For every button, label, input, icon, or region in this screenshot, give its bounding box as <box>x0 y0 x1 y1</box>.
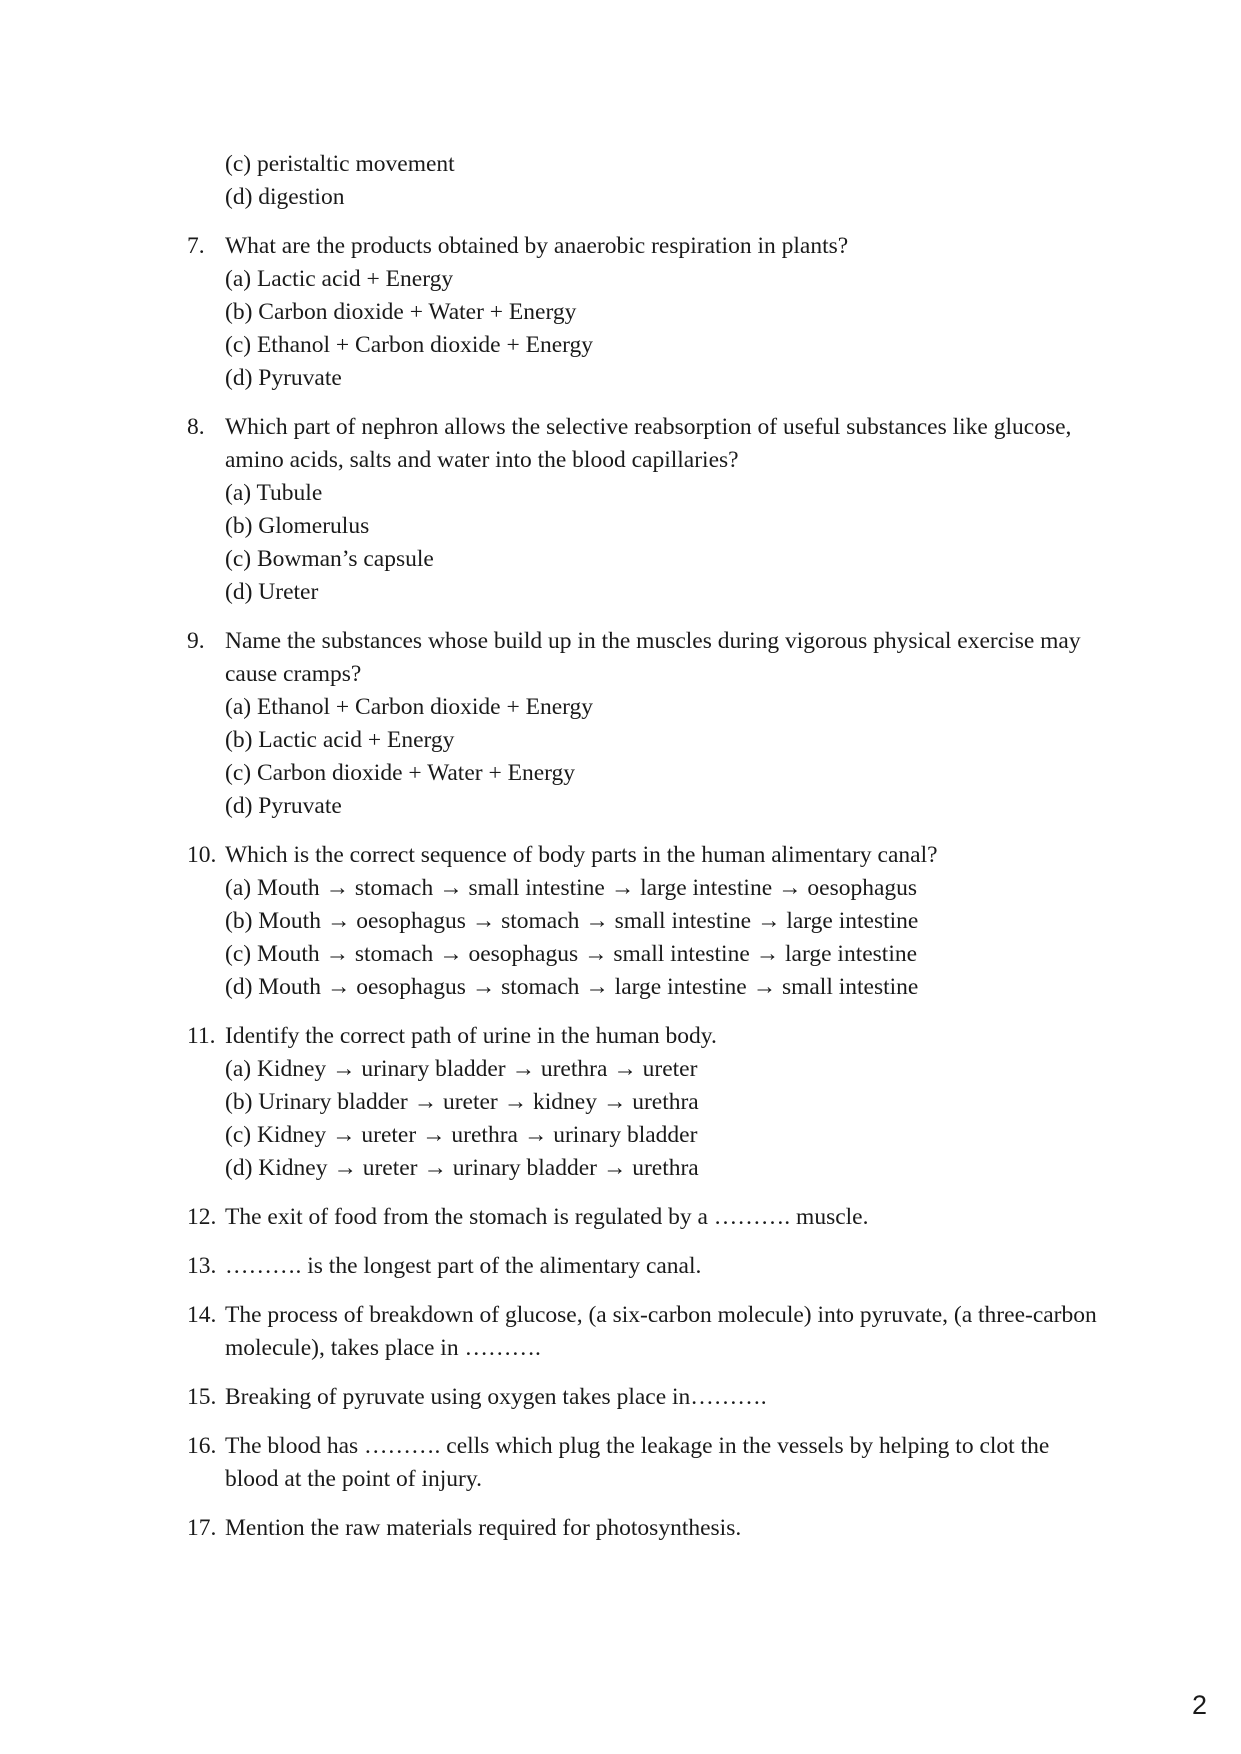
question-16 <box>187 1430 1107 1496</box>
question-12 <box>187 1201 1107 1234</box>
question-17 <box>187 1512 1107 1545</box>
question-number: 11. <box>187 1023 216 1049</box>
option: (d) Mouth → oesophagus → stomach → large intestine → small intestine <box>225 974 919 1000</box>
question-text: The blood has ………. cells which plug the leakage in the vessels by helping to clot the blood at the point of injury. <box>225 1433 1050 1492</box>
question-number: 7. <box>187 233 205 259</box>
option: (c) Mouth → stomach → oesophagus → small intestine → large intestine <box>225 941 918 967</box>
question-15 <box>187 1381 1107 1414</box>
question-number: 9. <box>187 628 205 654</box>
question-9 <box>187 625 1107 823</box>
question-11 <box>187 1020 1107 1185</box>
option: (c) Carbon dioxide + Water + Energy <box>225 760 576 786</box>
question-text: Which is the correct sequence of body parts in the human alimentary canal? <box>225 842 938 868</box>
question-8 <box>187 411 1107 609</box>
question-number: 15. <box>187 1384 217 1410</box>
options-list <box>187 477 1107 609</box>
options-list <box>187 872 1107 1004</box>
option: (b) Lactic acid + Energy <box>225 727 455 753</box>
option: (b) Glomerulus <box>225 513 370 539</box>
options-list <box>187 1053 1107 1185</box>
question-10 <box>187 839 1107 1004</box>
option: (a) Kidney → urinary bladder → urethra → ureter <box>225 1056 698 1082</box>
question-text: Breaking of pyruvate using oxygen takes place in………. <box>225 1384 767 1410</box>
option: (a) Ethanol + Carbon dioxide + Energy <box>225 694 594 720</box>
option: (d) Kidney → ureter → urinary bladder → urethra <box>225 1155 699 1181</box>
option: (c) Bowman’s capsule <box>225 546 434 572</box>
question-7 <box>187 230 1107 395</box>
option: (b) Mouth → oesophagus → stomach → small intestine → large intestine <box>225 908 919 934</box>
option: (a) Mouth → stomach → small intestine → large intestine → oesophagus <box>225 875 918 901</box>
continued-options <box>187 148 1107 214</box>
options-list <box>187 691 1107 823</box>
question-text: Mention the raw materials required for photosynthesis. <box>225 1515 742 1541</box>
question-number: 16. <box>187 1433 217 1459</box>
question-13 <box>187 1250 1107 1283</box>
question-number: 8. <box>187 414 205 440</box>
page-number: 2 <box>1191 1690 1207 1720</box>
question-text: Which part of nephron allows the selective reabsorption of useful substances like glucose, amino acids, salts and water into the blood capillaries? <box>225 414 1072 473</box>
option: (c) Ethanol + Carbon dioxide + Energy <box>225 332 594 358</box>
option: (c) peristaltic movement <box>225 151 455 177</box>
option: (d) digestion <box>225 184 345 210</box>
question-number: 14. <box>187 1302 217 1328</box>
option: (a) Lactic acid + Energy <box>225 266 454 292</box>
question-14 <box>187 1299 1107 1365</box>
option: (d) Pyruvate <box>225 793 342 819</box>
question-list <box>187 148 1107 1545</box>
option: (c) Kidney → ureter → urethra → urinary bladder <box>225 1122 698 1148</box>
question-number: 17. <box>187 1515 217 1541</box>
question-text: The process of breakdown of glucose, (a six-carbon molecule) into pyruvate, (a three-carbon molecule), takes place in ………. <box>225 1302 1097 1361</box>
option: (a) Tubule <box>225 480 323 506</box>
question-text: The exit of food from the stomach is regulated by a ………. muscle. <box>225 1204 869 1230</box>
option: (d) Ureter <box>225 579 319 605</box>
question-number: 12. <box>187 1204 217 1230</box>
option: (d) Pyruvate <box>225 365 342 391</box>
question-text: ………. is the longest part of the alimentary canal. <box>225 1253 702 1279</box>
option: (b) Urinary bladder → ureter → kidney → urethra <box>225 1089 699 1115</box>
question-number: 10. <box>187 842 217 868</box>
question-number: 13. <box>187 1253 217 1279</box>
question-text: Name the substances whose build up in the muscles during vigorous physical exercise may cause cramps? <box>225 628 1081 687</box>
question-text: Identify the correct path of urine in the human body. <box>225 1023 717 1049</box>
option: (b) Carbon dioxide + Water + Energy <box>225 299 577 325</box>
question-text: What are the products obtained by anaerobic respiration in plants? <box>225 233 849 259</box>
options-list <box>187 263 1107 395</box>
